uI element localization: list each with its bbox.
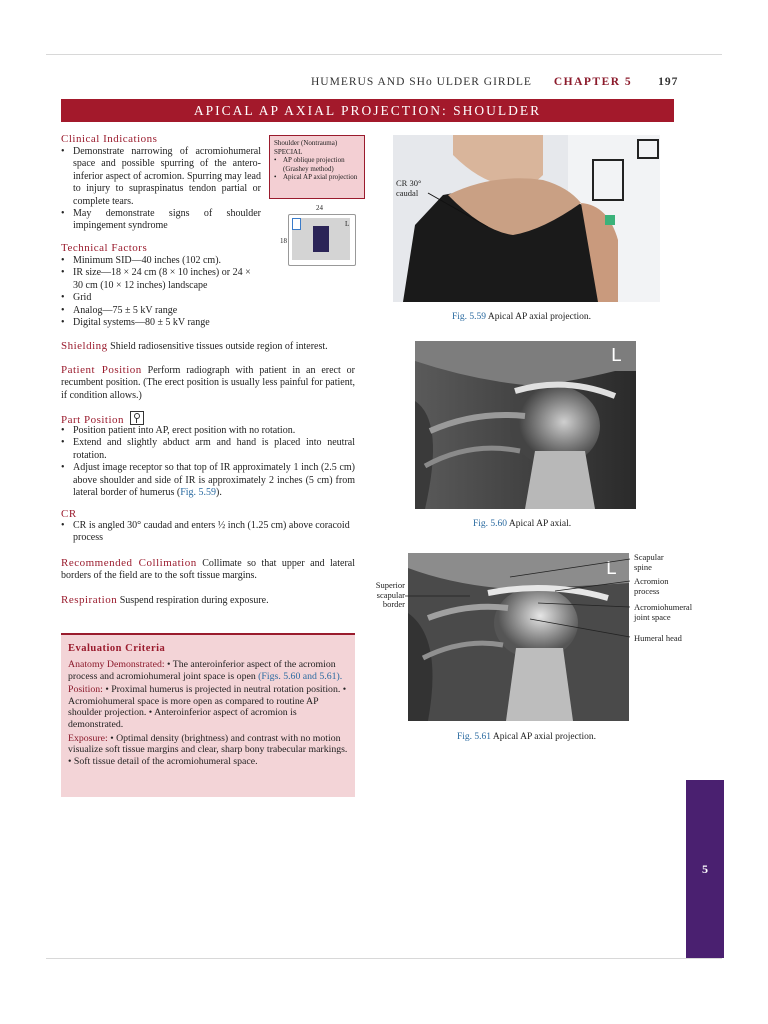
technical-heading: Technical Factors: [61, 242, 148, 254]
collimation-text: Collimate so that upper and lateral borders of the field are to the soft tissue margins.: [61, 558, 356, 582]
page-number: 197: [658, 76, 679, 88]
respiration-paragraph: [61, 594, 355, 607]
acromion-process-label: Acromion process: [634, 576, 669, 596]
list-item: • Analog—75 ± 5 kV range: [61, 305, 261, 317]
ir-receptor: [313, 226, 329, 252]
fig-5-60-lead-marker: L: [611, 345, 622, 366]
fig-5-61-lead-marker: L: [606, 558, 617, 579]
list-item: • May demonstrate signs of shoulder impingement syndrome: [61, 208, 261, 233]
chapter-side-tab: [686, 780, 724, 958]
running-title: HUMERUS AND SHo ULDER GIRDLE: [311, 76, 532, 88]
fig-5-59-text: Apical AP axial projection.: [487, 312, 591, 322]
ir-corner-box: [292, 218, 301, 230]
patient-position-label: Patient Position: [61, 364, 142, 376]
exposure-text: • Optimal density (brightness) and contrast with no motion visualize soft tissue margins and clear, sharp bony trabecular markings. • Soft tissue detail of the acromiohumeral space.: [68, 732, 348, 767]
fig-5-60-label: Fig. 5.60: [473, 519, 508, 529]
fig-5-61-text: Apical AP axial projection.: [492, 732, 596, 742]
top-rule: [46, 54, 722, 55]
ir-diagram: [280, 204, 360, 266]
fig-5-60-5-61-link[interactable]: (Figs. 5.60 and 5.61).: [258, 670, 343, 682]
acromiohumeral-joint-label: Acromiohumeral joint space: [634, 602, 693, 622]
list-item: • Minimum SID—40 inches (102 cm).: [61, 255, 261, 267]
chapter-label: CHAPTER 5: [553, 76, 633, 88]
ir-corner-label: L: [345, 220, 350, 228]
projection-summary-box: [269, 135, 365, 199]
anatomy-label: Anatomy Demonstrated:: [68, 659, 165, 670]
patient-position-icon: [130, 411, 144, 425]
cr-list: [61, 520, 355, 545]
respiration-text: Suspend respiration during exposure.: [119, 595, 269, 606]
collimation-paragraph: [61, 557, 355, 583]
list-item: • Extend and slightly abduct arm and hand is placed into neutral rotation.: [61, 437, 355, 462]
list-item: • Apical AP axial projection: [274, 173, 360, 182]
part-position-heading: [61, 411, 144, 426]
fig-5-59-link[interactable]: Fig. 5.59: [180, 487, 217, 499]
exposure-label: Exposure:: [68, 732, 108, 744]
list-item: • Grid: [61, 292, 261, 304]
bottom-rule: [46, 958, 722, 959]
fig-5-60-xray: [415, 341, 636, 509]
fig-5-59-caption: [452, 312, 591, 322]
shielding-text: Shield radiosensitive tissues outside region of interest.: [110, 341, 328, 352]
cr-annotation: CR 30° caudal: [396, 178, 422, 198]
respiration-label: Respiration: [61, 594, 118, 606]
clinical-list: [61, 146, 261, 233]
clinical-heading: Clinical Indications: [61, 133, 158, 145]
list-item: • Demonstrate narrowing of acromiohumeral space and possible spurring of the antero-inferior aspect of acromion. Spurring may lead to injury to supraspinatus tendon partial or complete tears.: [61, 146, 261, 208]
box-list: [274, 156, 360, 182]
list-item: • CR is angled 30° caudad and enters ½ inch (1.25 cm) above coracoid process: [61, 520, 355, 545]
scapular-spine-label: Scapular spine: [634, 552, 664, 572]
page-title: APICAL AP AXIAL PROJECTION: SHOULDER: [61, 99, 674, 122]
position-label: Position:: [68, 684, 103, 696]
shoulder-xray-image: [415, 341, 636, 509]
humeral-head-label: Humeral head: [634, 633, 682, 643]
box-subtitle: SPECIAL: [274, 147, 303, 156]
patient-position-paragraph: [61, 364, 355, 402]
part-position-label: Part Position: [61, 414, 125, 426]
fig-5-61-caption: [457, 732, 596, 742]
box-title: Shoulder (Nontrauma): [274, 139, 338, 147]
chapter-tab-number: 5: [702, 862, 708, 876]
exposure-criteria: [68, 733, 348, 768]
superior-scapular-border-label: Superior scapular border: [375, 580, 405, 609]
fig-5-59-photo: [393, 135, 660, 302]
list-item: • Adjust image receptor so that top of IR approximately 1 inch (2.5 cm) above shoulder and side of IR is approximately 2 inches (5 cm) from lateral border of humerus (Fig. 5.59).: [61, 462, 355, 499]
position-criteria: [68, 684, 348, 730]
list-item: • AP oblique projection (Grashey method): [274, 156, 360, 173]
fig-5-60-text: Apical AP axial.: [508, 519, 572, 529]
anatomy-text: • The anteroinferior aspect of the acromion process and acromiohumeral joint space is open: [68, 659, 336, 682]
patient-position-text: Perform radiograph with patient in an erect or recumbent position. (The erect position is usually less painful for patient, if condition allows.): [61, 365, 355, 401]
list-item: • IR size—18 × 24 cm (8 × 10 inches) or 24 × 30 cm (10 × 12 inches) landscape: [61, 267, 261, 292]
evaluation-heading: Evaluation Criteria: [68, 643, 166, 654]
fig-5-59-label: Fig. 5.59: [452, 312, 487, 322]
fig-5-61-label: Fig. 5.61: [457, 732, 492, 742]
list-item: • Position patient into AP, erect position with no rotation.: [61, 425, 355, 437]
evaluation-criteria-panel: [61, 633, 355, 797]
shielding-paragraph: [61, 340, 355, 353]
part-position-list: [61, 425, 355, 499]
shielding-label: Shielding: [61, 340, 108, 352]
fig-5-60-caption: [473, 519, 571, 529]
position-text: • Proximal humerus is projected in neutral rotation position. • Acromiohumeral space is more open as compared to routine AP shoulder projection. • Anteroinferior aspect of acromion is demonstrated.: [68, 684, 347, 730]
ir-left-label: 18: [280, 237, 287, 245]
cr-heading: CR: [61, 508, 77, 520]
running-header: [311, 76, 678, 88]
collimation-label: Recommended Collimation: [61, 557, 197, 569]
ir-frame: [288, 214, 356, 266]
evaluation-body: [68, 659, 348, 767]
ir-top-label: 24: [316, 204, 323, 212]
technical-list: [61, 255, 261, 329]
list-item: • Digital systems—80 ± 5 kV range: [61, 317, 261, 329]
anatomy-criteria: [68, 659, 348, 682]
patient-positioning-photo: [393, 135, 660, 302]
